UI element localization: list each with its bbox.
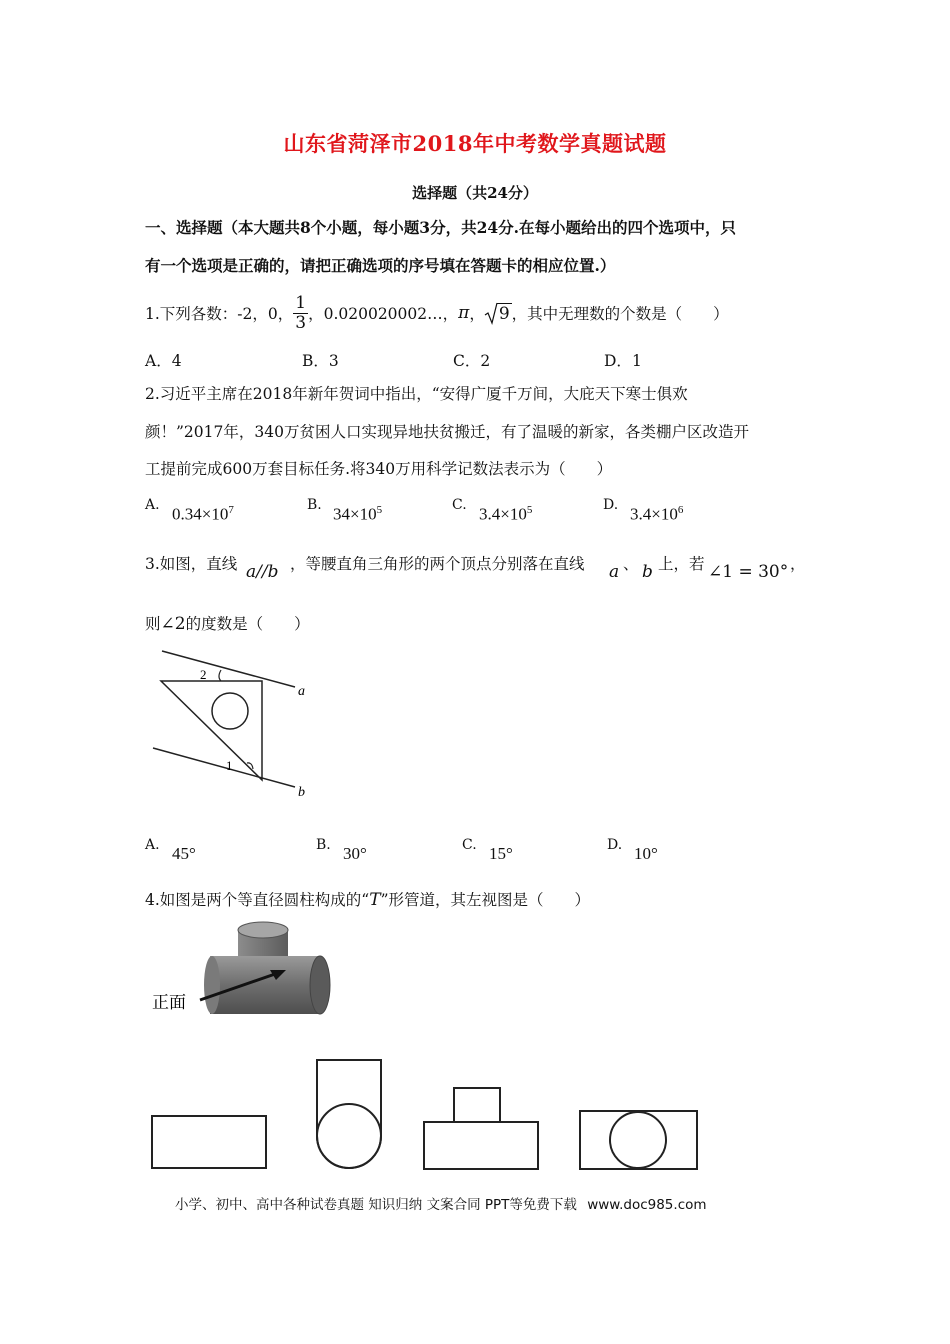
triangle	[161, 681, 262, 780]
q4-view-c	[421, 1085, 541, 1175]
q3-line2-post: 的度数是（ ）	[185, 615, 310, 633]
q3-parallel: a//b	[246, 562, 279, 582]
q1-mid: ，0.020020002…，	[308, 305, 459, 323]
option-letter: C．	[453, 352, 481, 370]
q1-option-a	[145, 349, 182, 371]
footer-link[interactable]: www.doc985.com	[587, 1197, 707, 1213]
q4-part2: ”形管道，其左视图是（ ）	[380, 891, 590, 909]
option-value: 3.4×10	[630, 504, 678, 524]
option-exponent: 5	[526, 504, 533, 516]
option-value: 3.4×10	[479, 504, 527, 524]
section-instruction-line1: 一、选择题（本大题共8个小题，每小题3分，共24分.在每小题给出的四个选项中，只	[145, 218, 737, 237]
footer	[175, 1193, 707, 1213]
q3-option-a	[145, 834, 196, 863]
q1-fraction-numerator: 1	[295, 292, 307, 313]
q1-prefix: 1.下列各数：-2，0，	[145, 305, 294, 323]
option-letter: D.	[603, 497, 619, 513]
option-letter: C.	[452, 497, 467, 513]
q4-view-d	[577, 1108, 702, 1173]
question-1-stem	[145, 290, 729, 336]
q3-line2-pre: 则	[145, 615, 161, 633]
option-value: 2	[480, 352, 491, 370]
q1-fraction-denominator: 3	[295, 312, 307, 333]
option-value: 34×10	[333, 504, 377, 524]
q3-part2: ，等腰直角三角形的两个顶点分别落在直线	[290, 555, 585, 573]
q1-sqrt	[485, 302, 512, 324]
angle-2-arc	[219, 670, 221, 681]
section-subtitle: 选择题（共24分）	[412, 184, 538, 202]
sqrt-radical-icon	[485, 302, 497, 324]
q1-option-d	[604, 349, 642, 371]
vertical-pipe-top	[238, 922, 288, 938]
q3-line2	[145, 612, 310, 634]
line-b-label: b	[298, 785, 305, 800]
option-value: 45°	[172, 844, 196, 863]
option-letter: A.	[145, 497, 160, 513]
question-4-stem	[145, 888, 590, 910]
line-a-label: a	[298, 684, 305, 699]
q1-option-b	[302, 349, 339, 371]
q4-view-b	[312, 1056, 387, 1171]
option-letter: A.	[145, 837, 160, 853]
question-2-line3: 工提前完成600万套目标任务.将340万用科学记数法表示为（ ）	[145, 460, 613, 478]
page-title: 山东省菏泽市2018年中考数学真题试题	[283, 131, 667, 156]
option-letter: A．	[145, 352, 172, 370]
q3-option-c	[462, 834, 513, 863]
section-instruction-line2: 有一个选项是正确的，请把正确选项的序号填在答题卡的相应位置.）	[145, 256, 616, 275]
option-letter: B．	[302, 352, 329, 370]
q1-fraction	[293, 294, 308, 332]
front-view-label: 正面	[152, 993, 186, 1013]
t-pipe-figure	[150, 918, 335, 1018]
question-2-line1: 2.习近平主席在2018年新年贺词中指出，“安得广厦千万间，大庇天下寒士俱欢	[145, 385, 688, 403]
q4-T: T	[369, 890, 381, 910]
angle-1-label: 1	[226, 758, 233, 773]
option-value: 10°	[634, 844, 658, 863]
q3-angle2: ∠2	[160, 614, 186, 634]
option-value: 4	[171, 352, 182, 370]
option-value: 30°	[343, 844, 367, 863]
q4-view-a	[150, 1113, 270, 1173]
q3-line-b: b	[642, 562, 653, 582]
option-letter: B.	[316, 837, 331, 853]
question-2-line2: 颜！”2017年，340万贫困人口实现异地扶贫搬迁，有了温暖的新家，各类棚户区改造开	[145, 423, 749, 441]
angle-2-label: 2	[200, 667, 207, 682]
option-letter: B.	[307, 497, 322, 513]
q3-angle1: ∠1 = 30°	[708, 562, 789, 582]
q3-dun: 、	[623, 555, 639, 573]
q1-sep: ，	[469, 305, 485, 323]
q3-figure	[145, 645, 320, 805]
option-value: 3	[328, 352, 339, 370]
q3-line-a: a	[609, 562, 620, 582]
q3-part1: 3.如图，直线	[145, 555, 238, 573]
triangle-hole	[212, 693, 248, 729]
option-exponent: 5	[376, 504, 383, 516]
option-value: 15°	[489, 844, 513, 863]
horizontal-pipe-left-end	[204, 956, 220, 1014]
q1-pi: π	[458, 303, 470, 323]
q4-part1: 4.如图是两个等直径圆柱构成的“	[145, 891, 370, 909]
option-value: 0.34×10	[172, 504, 229, 524]
q3-option-d	[607, 834, 658, 863]
option-exponent: 7	[228, 504, 234, 516]
line-b	[153, 748, 295, 787]
q1-sqrt-arg: 9	[498, 304, 510, 324]
q3-part3: 上，若	[658, 555, 705, 573]
option-exponent: 6	[677, 504, 684, 516]
horizontal-pipe-right-end	[310, 956, 330, 1014]
option-letter: C.	[462, 837, 477, 853]
horizontal-pipe	[210, 956, 320, 1014]
q1-suffix: ，其中无理数的个数是（ ）	[511, 305, 729, 323]
q1-option-c	[453, 349, 490, 371]
option-letter: D.	[607, 837, 623, 853]
footer-text: 小学、初中、高中各种试卷真题 知识归纳 文案合同 PPT等免费下载	[175, 1197, 577, 1213]
option-value: 1	[631, 352, 642, 370]
q3-option-b	[316, 834, 367, 863]
q3-comma: ，	[790, 555, 806, 573]
option-letter: D．	[604, 352, 632, 370]
